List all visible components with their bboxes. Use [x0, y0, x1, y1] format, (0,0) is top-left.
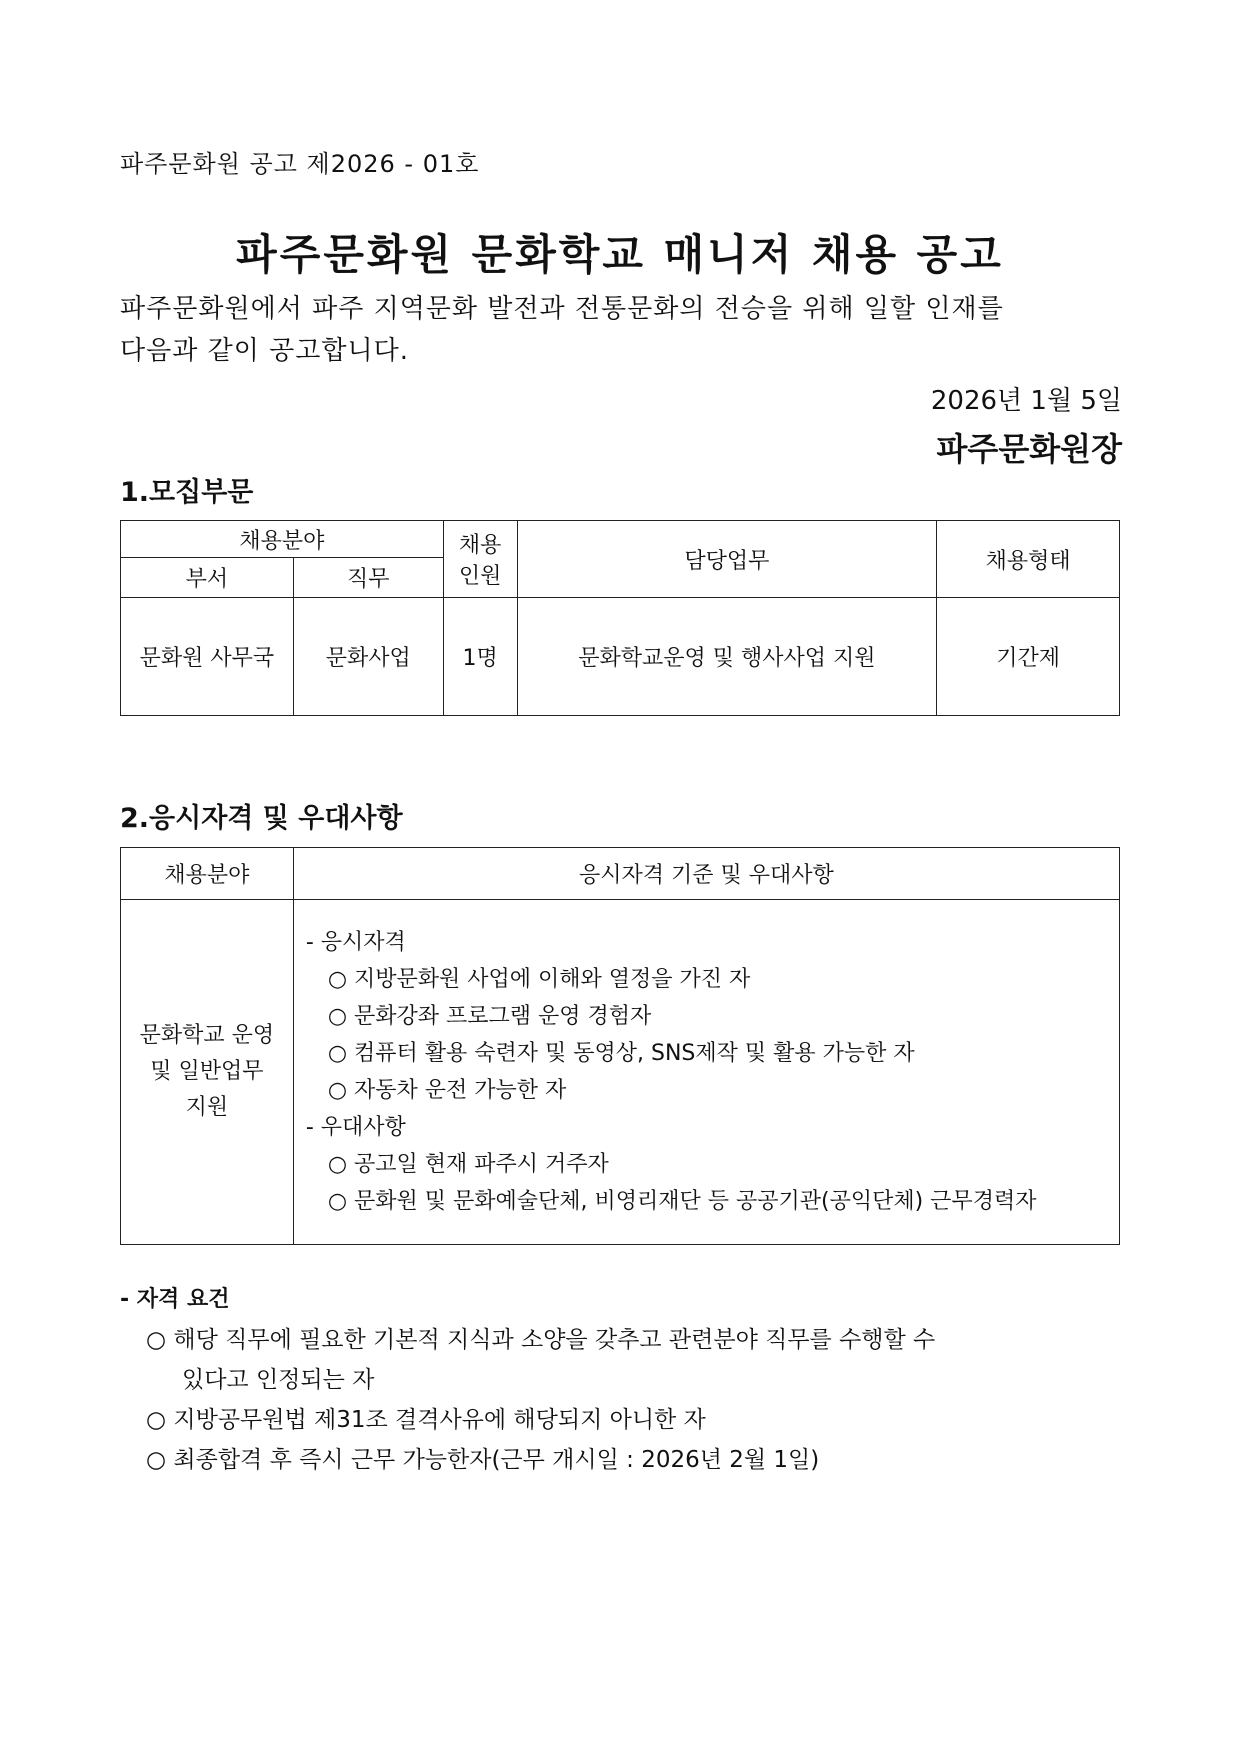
list-item: ○ 컴퓨터 활용 숙련자 및 동영상, SNS제작 및 활용 가능한 자	[327, 1041, 915, 1066]
header-duty: 담당업무	[517, 521, 937, 598]
cell-dept: 문화원 사무국	[121, 598, 294, 716]
notice-number: 파주문화원 공고 제2026 - 01호	[120, 150, 480, 178]
list-item: ○ 문화강좌 프로그램 운영 경험자	[327, 1004, 652, 1029]
list-item: ○ 공고일 현재 파주시 거주자	[327, 1152, 609, 1177]
signer-name: 파주문화원장	[936, 430, 1122, 468]
recruitment-table	[120, 520, 1120, 716]
section-title-recruitment: 1.모집부문	[120, 477, 254, 508]
header-field: 채용분야	[121, 521, 444, 558]
field-line: 지원	[185, 1095, 229, 1120]
cell-count: 1명	[443, 598, 517, 716]
header-field: 채용분야	[121, 848, 294, 900]
qualifications-table	[120, 847, 1120, 1245]
cell-criteria	[293, 900, 1119, 1245]
header-count	[443, 521, 517, 598]
header-count-line: 채용	[458, 533, 502, 558]
intro-line: 다음과 같이 공고합니다.	[120, 336, 409, 366]
notice-date: 2026년 1월 5일	[930, 386, 1122, 416]
cell-type: 기간제	[937, 598, 1120, 716]
qualification-heading: - 응시자격	[305, 930, 406, 955]
cell-duty: 문화학교운영 및 행사사업 지원	[517, 598, 937, 716]
list-item: ○ 해당 직무에 필요한 기본적 지식과 소양을 갖추고 관련분야 직무를 수행할 수	[146, 1327, 936, 1353]
list-item: ○ 지방문화원 사업에 이해와 열정을 가진 자	[327, 967, 751, 992]
page-title: 파주문화원 문화학교 매니저 채용 공고	[236, 230, 1004, 279]
intro-line: 파주문화원에서 파주 지역문화 발전과 전통문화의 전승을 위해 일할 인재를	[120, 294, 1004, 324]
section-title-qualifications: 2.응시자격 및 우대사항	[120, 803, 403, 834]
field-line: 문화학교 운영	[139, 1023, 275, 1048]
header-dept: 부서	[121, 558, 294, 598]
header-criteria: 응시자격 기준 및 우대사항	[293, 848, 1119, 900]
list-item: ○ 최종합격 후 즉시 근무 가능한자(근무 개시일 : 2026년 2월 1일)	[146, 1447, 820, 1473]
list-item: ○ 지방공무원법 제31조 결격사유에 해당되지 아니한 자	[146, 1407, 706, 1433]
list-item: ○ 문화원 및 문화예술단체, 비영리재단 등 공공기관(공익단체) 근무경력자	[327, 1189, 1037, 1214]
table-row	[121, 598, 1120, 716]
header-job: 직무	[293, 558, 443, 598]
field-line: 및 일반업무	[150, 1059, 264, 1084]
header-type: 채용형태	[937, 521, 1120, 598]
table-row	[121, 900, 1120, 1245]
header-count-line: 인원	[458, 564, 502, 589]
preference-heading: - 우대사항	[305, 1115, 406, 1140]
list-item-continuation: 있다고 인정되는 자	[182, 1367, 375, 1393]
cell-field	[121, 900, 294, 1245]
requirements-heading: - 자격 요건	[120, 1287, 230, 1312]
requirements-section	[120, 1280, 935, 1480]
intro-paragraph	[120, 288, 1004, 372]
cell-job: 문화사업	[293, 598, 443, 716]
list-item: ○ 자동차 운전 가능한 자	[327, 1078, 567, 1103]
